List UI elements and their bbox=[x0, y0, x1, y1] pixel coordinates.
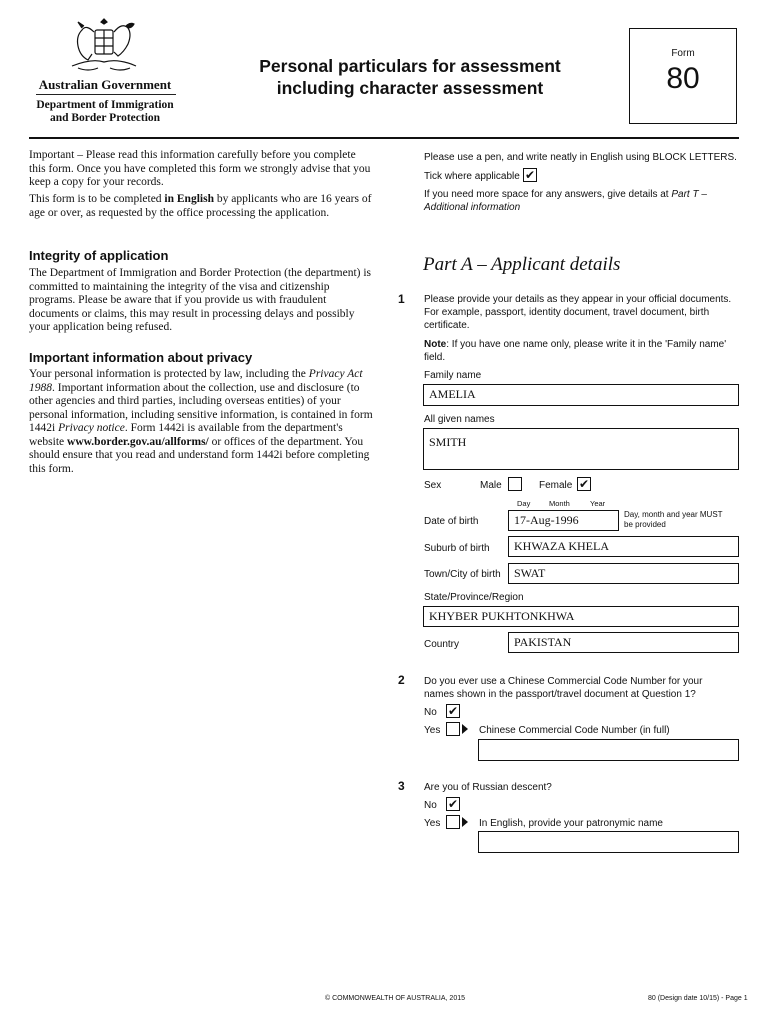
question-3-no-label: No bbox=[424, 800, 437, 811]
privacy-notice: Privacy notice bbox=[58, 422, 125, 434]
family-name-label: Family name bbox=[424, 370, 482, 381]
male-label: Male bbox=[480, 480, 502, 491]
integrity-heading: Integrity of application bbox=[29, 248, 169, 263]
sex-label: Sex bbox=[424, 480, 442, 491]
date-of-birth-note: Day, month and year MUST be provided bbox=[624, 510, 723, 529]
question-2-no-label: No bbox=[424, 707, 437, 718]
copyright: © COMMONWEALTH OF AUSTRALIA, 2015 bbox=[325, 995, 465, 1002]
female-label: Female bbox=[539, 480, 573, 491]
question-2-detail-label: Chinese Commercial Code Number (in full) bbox=[479, 725, 670, 736]
pen-instruction: Please use a pen, and write neatly in English using BLOCK LETTERS. bbox=[424, 152, 737, 163]
divider bbox=[36, 94, 176, 95]
page-info: 80 (Design date 10/15) - Page 1 bbox=[648, 995, 748, 1002]
patronymic-name-field[interactable] bbox=[478, 831, 739, 853]
town-field[interactable]: SWAT bbox=[508, 563, 739, 584]
department-line-2: and Border Protection bbox=[49, 112, 161, 124]
day-label: Day bbox=[517, 499, 531, 508]
english-notice bbox=[29, 193, 374, 220]
department-line-1: Department of Immigration bbox=[36, 99, 174, 111]
tick-example-checkbox: ✔ bbox=[524, 168, 536, 182]
question-3-no-checkbox[interactable]: ✔ bbox=[447, 797, 459, 811]
question-2-no-checkbox[interactable]: ✔ bbox=[447, 704, 459, 718]
note-label: Note bbox=[424, 339, 447, 350]
question-2-number: 2 bbox=[398, 673, 405, 687]
english-notice-text: This form is to be completed bbox=[29, 193, 165, 205]
space-instruction-text: If you need more space for any answers, give details at bbox=[424, 189, 672, 200]
website-link[interactable]: www.border.gov.au/allforms/ bbox=[67, 435, 209, 448]
suburb-label: Suburb of birth bbox=[424, 543, 490, 554]
question-3-yes-checkbox[interactable] bbox=[446, 815, 460, 829]
male-checkbox[interactable] bbox=[508, 477, 522, 491]
state-field[interactable]: KHYBER PUKHTONKHWA bbox=[423, 606, 739, 627]
tick-instruction: Tick where applicable bbox=[424, 171, 520, 182]
privacy-text bbox=[29, 368, 374, 476]
important-notice: Important – Please read this information carefully before you complete this form. Once you have completed this form we strongly advise that you keep a copy for your records. bbox=[29, 149, 371, 188]
privacy-text-g: or offices of the department. You should ensure that you read and understand form 1442i before completing this form. bbox=[29, 435, 370, 475]
town-label: Town/City of birth bbox=[424, 569, 501, 580]
arrow-right-icon bbox=[462, 724, 468, 734]
suburb-field[interactable]: KHWAZA KHELA bbox=[508, 536, 739, 557]
given-names-field[interactable]: SMITH bbox=[423, 428, 739, 470]
form-number-box bbox=[629, 28, 737, 124]
privacy-text-e: . Form 1442i is available from the department's website bbox=[29, 422, 343, 448]
state-label: State/Province/Region bbox=[424, 592, 524, 603]
country-field[interactable]: PAKISTAN bbox=[508, 632, 739, 653]
privacy-heading: Important information about privacy bbox=[29, 350, 253, 365]
title-line-2: including character assessment bbox=[276, 78, 544, 98]
question-2-yes-label: Yes bbox=[424, 725, 441, 736]
date-of-birth-field[interactable]: 17-Aug-1996 bbox=[508, 510, 619, 531]
note-text: : If you have one name only, please write it in the 'Family name' field. bbox=[424, 339, 727, 363]
privacy-text-c: . Important information about the collection, use and disclosure (to other agencies and third parties, including overseas entities) of your personal information, including sensitive information, is contained in form 1442i bbox=[29, 381, 373, 434]
question-2-text: Do you ever use a Chinese Commercial Code Number for your names shown in the passport/travel document at Question 1? bbox=[424, 676, 703, 700]
given-names-label: All given names bbox=[424, 414, 495, 425]
question-3-yes-label: Yes bbox=[424, 818, 441, 829]
question-1-text: Please provide your details as they appear in your official documents. For example, passport, identity document, travel document, birth certificate. bbox=[424, 294, 732, 331]
title-line-1: Personal particulars for assessment bbox=[259, 56, 561, 76]
privacy-text-a: Your personal information is protected by law, including the bbox=[29, 368, 309, 380]
part-t-reference: Part T – Additional information bbox=[424, 189, 707, 213]
year-label: Year bbox=[590, 499, 606, 508]
government-name: Australian Government bbox=[38, 77, 172, 92]
part-a-title: Part A – Applicant details bbox=[423, 254, 621, 275]
privacy-act: Privacy Act 1988 bbox=[29, 368, 363, 394]
integrity-text: The Department of Immigration and Border Protection (the department) is committed to maintaining the integrity of the visa and citizenship programs. Please be aware that if you provide us with fraudulent documents or claims, this may result in processing delays and possibly your application being refused. bbox=[29, 267, 372, 333]
form-title bbox=[250, 55, 570, 99]
space-instruction bbox=[424, 188, 714, 214]
date-of-birth-label: Date of birth bbox=[424, 516, 479, 527]
form-number: 80 bbox=[666, 62, 700, 95]
department-name bbox=[30, 99, 180, 125]
header-rule bbox=[29, 137, 739, 139]
question-3-number: 3 bbox=[398, 779, 405, 793]
english-notice-text-2: by applicants who are 16 years of age or over, as requested by the office processing the application. bbox=[29, 193, 372, 219]
question-3-text: Are you of Russian descent? bbox=[424, 782, 552, 793]
question-1-number: 1 bbox=[398, 292, 405, 306]
english-emphasis: in English bbox=[164, 193, 214, 205]
arrow-right-icon bbox=[462, 817, 468, 827]
australian-coat-of-arms-icon bbox=[64, 18, 144, 74]
question-3-detail-label: In English, provide your patronymic name bbox=[479, 818, 663, 829]
question-1-note bbox=[424, 338, 734, 364]
question-2-yes-checkbox[interactable] bbox=[446, 722, 460, 736]
female-checkbox[interactable]: ✔ bbox=[578, 477, 590, 491]
form-label: Form bbox=[671, 48, 695, 59]
country-label: Country bbox=[424, 639, 460, 650]
chinese-code-field[interactable] bbox=[478, 739, 739, 761]
family-name-field[interactable]: AMELIA bbox=[423, 384, 739, 406]
month-label: Month bbox=[549, 499, 570, 508]
